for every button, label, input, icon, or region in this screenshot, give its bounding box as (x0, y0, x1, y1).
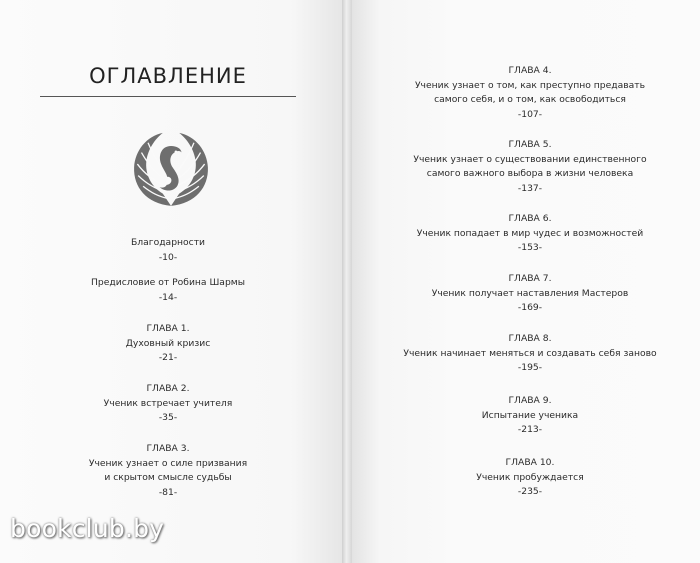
title-divider (40, 96, 296, 97)
chapter-label: ГЛАВА 5. (508, 139, 552, 150)
toc-entry[interactable] (380, 212, 680, 256)
toc-entry-title: Ученик пробуждается (476, 471, 584, 483)
toc-entry-title: Испытание ученика (481, 409, 579, 421)
book-gutter (342, 0, 352, 563)
toc-entry[interactable] (380, 272, 680, 316)
toc-entry-title: самого себя, и о том, как освободиться (434, 94, 626, 105)
toc-entry[interactable] (40, 276, 296, 305)
toc-entry-title: Благодарности (130, 237, 206, 248)
toc-entry[interactable] (40, 382, 296, 426)
toc-entry-page: -14- (158, 291, 178, 303)
page-title: ОГЛАВЛЕНИЕ (89, 64, 247, 88)
toc-entry[interactable] (40, 442, 296, 500)
crane-circle-emblem-icon (130, 128, 212, 210)
site-watermark: bookclub.by (10, 514, 165, 543)
chapter-label: ГЛАВА 3. (146, 443, 190, 454)
toc-entry-title: Ученик узнает о существовании единственного (413, 153, 647, 165)
toc-entry-title: Духовный кризис (125, 337, 211, 349)
toc-entry-page: -235- (517, 486, 543, 497)
toc-entry[interactable] (380, 138, 680, 196)
toc-entry-page: -213- (517, 424, 543, 435)
toc-entry[interactable] (380, 456, 680, 500)
chapter-label: ГЛАВА 8. (508, 333, 552, 344)
chapter-label: ГЛАВА 4. (508, 65, 552, 76)
chapter-label: ГЛАВА 6. (508, 213, 552, 224)
chapter-label: ГЛАВА 10. (505, 457, 555, 468)
chapter-label: ГЛАВА 9. (508, 395, 552, 406)
toc-entry-title: Ученик встречает учителя (103, 397, 233, 409)
toc-entry-title: самого важного выбора в жизни человека (426, 168, 634, 179)
left-page (0, 0, 342, 563)
toc-entry-page: -81- (158, 486, 178, 498)
toc-entry-title: Ученик получает наставления Мастеров (431, 287, 629, 299)
toc-entry-title: Предисловие от Робина Шармы (91, 277, 245, 288)
toc-entry-title: Ученик узнает о силе призвания (88, 457, 248, 469)
toc-entry-page: -21- (158, 352, 178, 363)
toc-entry-page: -35- (158, 412, 178, 423)
toc-entry[interactable] (380, 332, 680, 376)
toc-entry-page: -10- (158, 251, 178, 263)
toc-entry-page: -195- (517, 362, 543, 373)
toc-entry[interactable] (380, 64, 680, 122)
toc-entry-page: -169- (517, 302, 543, 313)
toc-entry-page: -153- (517, 242, 543, 253)
toc-entry[interactable] (40, 322, 296, 366)
chapter-label: ГЛАВА 1. (146, 323, 190, 334)
toc-entry-page: -107- (517, 108, 543, 120)
toc-entry-title: Ученик начинает меняться и создавать себя заново (403, 347, 657, 359)
toc-entry-title: и скрытом смысле судьбы (104, 472, 232, 483)
toc-entry-title: Ученик узнает о том, как преступно предавать (414, 79, 646, 91)
toc-entry[interactable] (40, 236, 296, 265)
chapter-label: ГЛАВА 2. (146, 383, 190, 394)
toc-entry-title: Ученик попадает в мир чудес и возможностей (416, 227, 644, 239)
toc-entry[interactable] (380, 394, 680, 438)
chapter-label: ГЛАВА 7. (508, 273, 552, 284)
toc-entry-page: -137- (517, 182, 543, 194)
